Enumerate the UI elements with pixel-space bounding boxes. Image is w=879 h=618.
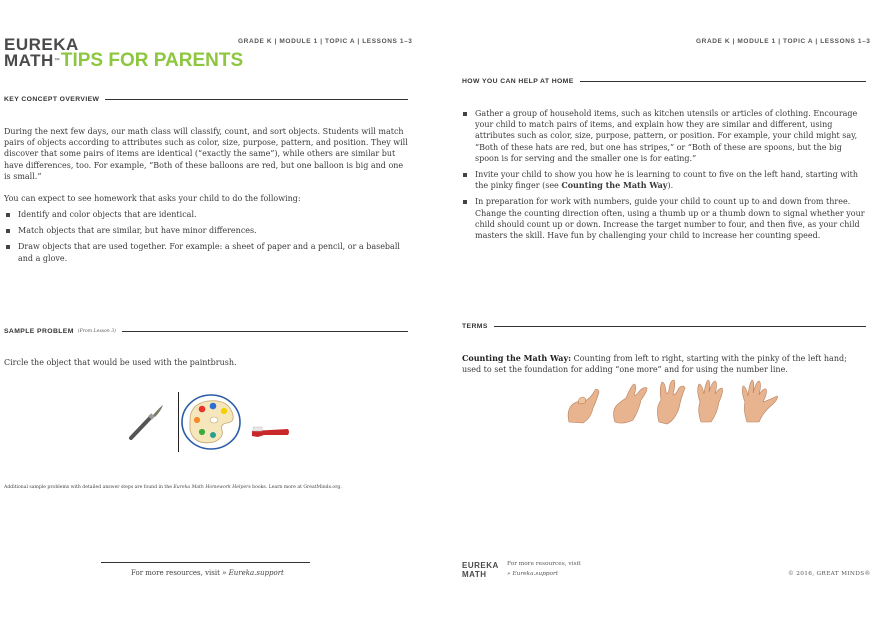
footer-logo-math: MATH: [462, 570, 487, 579]
hand-three-fingers-icon: [657, 380, 685, 424]
logo-tm: ™: [53, 58, 60, 64]
heading-rule: [122, 331, 408, 332]
hand-two-fingers-icon: [614, 384, 647, 423]
right-footer-link[interactable]: » Eureka.support: [507, 571, 559, 577]
terms-heading-text: TERMS: [462, 323, 488, 330]
additional-note: Additional sample problems with detailed answer steps are found in the Eureka Math Homework Helpers books. Learn more at GreatMinds.org.: [4, 485, 342, 490]
homework-list: [5, 209, 409, 269]
eureka-support-link[interactable]: » Eureka.support: [222, 569, 284, 577]
right-header-tag: GRADE K | MODULE 1 | TOPIC A | LESSONS 1–3: [696, 38, 871, 45]
list-item: In preparation for work with numbers, guide your child to count up to and down from three. Change the counting direction often, using a thumb up or a thumb down to signal whether your child should count up or down. Increase the target number to four, and then five, as your child masters the skill. Have fun by challenging your child to increase her counting speed.: [462, 196, 866, 241]
from-lesson-note: (From Lesson 3): [77, 329, 116, 334]
how-you-can-help-heading: [462, 78, 866, 85]
copyright: © 2016, GREAT MINDS®: [788, 571, 871, 577]
logo-eureka: EUREKA: [4, 35, 79, 54]
footer-logo-eureka: EUREKA: [462, 561, 499, 570]
left-header-tag: GRADE K | MODULE 1 | TOPIC A | LESSONS 1–3: [238, 38, 413, 45]
left-footer: For more resources, visit » Eureka.support: [131, 569, 284, 577]
sample-problem-heading-text: SAMPLE PROBLEM: [4, 328, 74, 335]
hand-four-fingers-icon: [698, 380, 723, 422]
heading-rule: [494, 326, 866, 327]
list-item: Invite your child to show you how he is learning to count to five on the left hand, starting with the pinky finger (see Counting the Math Way).: [462, 169, 866, 191]
list-item: Gather a group of household items, such as kitchen utensils or articles of clothing. Encourage your child to match pairs of items, and explain how they are similar and different, using attributes such as color, size, purpose, pattern, or position. For example, your child might say, “Both of these hats are red, but one has stripes,” or “Both of these are spoons, but the big spoon is for serving and the smaller one is for eating.”: [462, 108, 866, 164]
terms-heading: [462, 323, 866, 330]
terms-definition: Counting the Math Way: Counting from left to right, starting with the pinky of the left hand; used to set the foundation for adding “one more” and for using the number line.: [462, 353, 847, 375]
list-item: Draw objects that are used together. For example: a sheet of paper and a pencil, or a baseball and a glove.: [5, 241, 409, 263]
counting-hands-illustration: [563, 376, 783, 426]
key-concept-paragraph: During the next few days, our math class will classify, count, and sort objects. Students will match pairs of objects according to attributes such as color, size, purpose, pattern, and position. They will discover that some pairs of items are identical (“exactly the same”), while others are similar but have differences, too. For example, “Both of these balloons are red, but one balloon is big and one is small.”: [4, 127, 408, 181]
how-you-can-help-heading-text: HOW YOU CAN HELP AT HOME: [462, 78, 574, 85]
toothbrush-icon: [250, 424, 292, 442]
paintbrush-icon: [124, 402, 166, 444]
counting-math-way-ref: Counting the Math Way: [561, 180, 668, 191]
list-item: Identify and color objects that are identical.: [5, 209, 409, 220]
sample-problem-prompt: Circle the object that would be used with the paintbrush.: [4, 358, 237, 367]
logo-math: MATH: [4, 51, 54, 70]
eureka-math-logo: [4, 37, 243, 70]
right-footer-text: For more resources, visit: [507, 561, 581, 567]
heading-rule: [105, 99, 408, 100]
homework-helpers-title: Eureka Math Homework Helpers: [173, 485, 251, 490]
help-list: [462, 108, 866, 246]
sample-problem-heading: [4, 328, 408, 335]
key-concept-heading-text: KEY CONCEPT OVERVIEW: [4, 96, 100, 103]
key-concept-heading: [4, 96, 408, 103]
footer-rule: [101, 562, 310, 563]
divider-line: [178, 392, 179, 452]
hand-one-finger-icon: [568, 389, 599, 423]
heading-rule: [580, 81, 866, 82]
term-counting-math-way: Counting the Math Way:: [462, 353, 572, 363]
hand-five-fingers-icon: [742, 380, 777, 422]
paint-palette-icon: [180, 392, 244, 452]
homework-intro: You can expect to see homework that asks your child to do the following:: [4, 194, 301, 203]
tips-for-parents-title: TIPS FOR PARENTS: [60, 50, 244, 71]
footer-eureka-math-logo: [462, 562, 499, 579]
list-item: Match objects that are similar, but have minor differences.: [5, 225, 409, 236]
